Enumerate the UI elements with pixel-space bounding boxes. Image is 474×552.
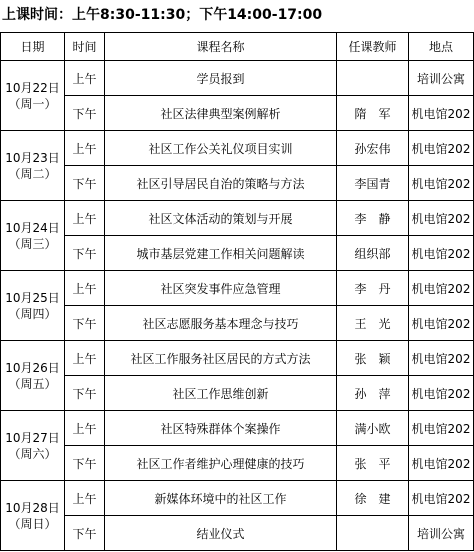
column-header-course: 课程名称 (105, 33, 337, 61)
date-text: 10月26日 (5, 360, 60, 375)
course-cell: 学员报到 (105, 61, 337, 96)
teacher-cell: 李 静 (337, 201, 409, 236)
weekday-text: （周五） (8, 376, 57, 391)
date-text: 10月23日 (5, 150, 60, 165)
place-cell: 机电馆202 (409, 236, 474, 271)
table-row (1, 201, 474, 236)
course-cell: 城市基层党建工作相关问题解读 (105, 236, 337, 271)
date-cell (1, 271, 65, 341)
time-cell: 下午 (65, 376, 105, 411)
table-row (1, 446, 474, 481)
place-cell: 机电馆202 (409, 376, 474, 411)
time-cell: 下午 (65, 96, 105, 131)
time-cell: 下午 (65, 516, 105, 551)
course-cell: 社区突发事件应急管理 (105, 271, 337, 306)
column-header-time: 时间 (65, 33, 105, 61)
time-cell: 上午 (65, 341, 105, 376)
place-cell: 培训公寓 (409, 516, 474, 551)
table-row (1, 271, 474, 306)
course-cell: 社区工作公关礼仪项目实训 (105, 131, 337, 166)
teacher-cell (337, 61, 409, 96)
teacher-cell: 孙宏伟 (337, 131, 409, 166)
time-cell: 上午 (65, 481, 105, 516)
course-cell: 社区特殊群体个案操作 (105, 411, 337, 446)
place-cell: 机电馆202 (409, 131, 474, 166)
weekday-text: （周四） (8, 306, 57, 321)
table-row (1, 411, 474, 446)
table-row (1, 96, 474, 131)
date-cell (1, 201, 65, 271)
date-cell (1, 61, 65, 131)
course-cell: 社区引导居民自治的策略与方法 (105, 166, 337, 201)
header-row (1, 33, 474, 61)
weekday-text: （周日） (8, 516, 57, 531)
time-cell: 上午 (65, 201, 105, 236)
course-cell: 社区工作思维创新 (105, 376, 337, 411)
time-cell: 上午 (65, 411, 105, 446)
place-cell: 机电馆202 (409, 481, 474, 516)
teacher-cell: 张 颖 (337, 341, 409, 376)
date-cell (1, 131, 65, 201)
column-header-teacher: 任课教师 (337, 33, 409, 61)
time-cell: 下午 (65, 306, 105, 341)
place-cell: 机电馆202 (409, 96, 474, 131)
teacher-cell: 孙 萍 (337, 376, 409, 411)
time-cell: 下午 (65, 166, 105, 201)
place-cell: 机电馆202 (409, 446, 474, 481)
teacher-cell: 隋 军 (337, 96, 409, 131)
date-text: 10月22日 (5, 80, 60, 95)
course-cell: 社区法律典型案例解析 (105, 96, 337, 131)
weekday-text: （周一） (8, 96, 57, 111)
teacher-cell: 李国青 (337, 166, 409, 201)
date-cell (1, 481, 65, 551)
date-cell (1, 411, 65, 481)
time-cell: 上午 (65, 61, 105, 96)
teacher-cell: 李 丹 (337, 271, 409, 306)
teacher-cell: 张 平 (337, 446, 409, 481)
date-text: 10月28日 (5, 500, 60, 515)
table-row (1, 61, 474, 96)
class-time-heading: 上课时间：上午8:30-11:30；下午14:00-17:00 (2, 7, 323, 23)
course-cell: 社区文体活动的策划与开展 (105, 201, 337, 236)
teacher-cell: 组织部 (337, 236, 409, 271)
place-cell: 机电馆202 (409, 271, 474, 306)
place-cell: 培训公寓 (409, 61, 474, 96)
place-cell: 机电馆202 (409, 411, 474, 446)
course-cell: 结业仪式 (105, 516, 337, 551)
time-cell: 上午 (65, 271, 105, 306)
column-header-place: 地点 (409, 33, 474, 61)
date-text: 10月25日 (5, 290, 60, 305)
teacher-cell: 徐 建 (337, 481, 409, 516)
column-header-date: 日期 (1, 33, 65, 61)
weekday-text: （周三） (8, 236, 57, 251)
date-text: 10月27日 (5, 430, 60, 445)
time-cell: 下午 (65, 446, 105, 481)
course-cell: 社区工作者维护心理健康的技巧 (105, 446, 337, 481)
table-row (1, 131, 474, 166)
time-cell: 上午 (65, 131, 105, 166)
time-cell: 下午 (65, 236, 105, 271)
course-cell: 社区工作服务社区居民的方式方法 (105, 341, 337, 376)
weekday-text: （周六） (8, 446, 57, 461)
weekday-text: （周二） (8, 166, 57, 181)
place-cell: 机电馆202 (409, 166, 474, 201)
table-row (1, 341, 474, 376)
table-row (1, 481, 474, 516)
place-cell: 机电馆202 (409, 201, 474, 236)
place-cell: 机电馆202 (409, 306, 474, 341)
teacher-cell: 满小欧 (337, 411, 409, 446)
table-row (1, 236, 474, 271)
place-cell: 机电馆202 (409, 341, 474, 376)
table-row (1, 306, 474, 341)
schedule-table (0, 32, 474, 551)
teacher-cell (337, 516, 409, 551)
table-row (1, 166, 474, 201)
date-text: 10月24日 (5, 220, 60, 235)
course-cell: 社区志愿服务基本理念与技巧 (105, 306, 337, 341)
course-cell: 新媒体环境中的社区工作 (105, 481, 337, 516)
teacher-cell: 王 光 (337, 306, 409, 341)
table-row (1, 516, 474, 551)
date-cell (1, 341, 65, 411)
table-row (1, 376, 474, 411)
